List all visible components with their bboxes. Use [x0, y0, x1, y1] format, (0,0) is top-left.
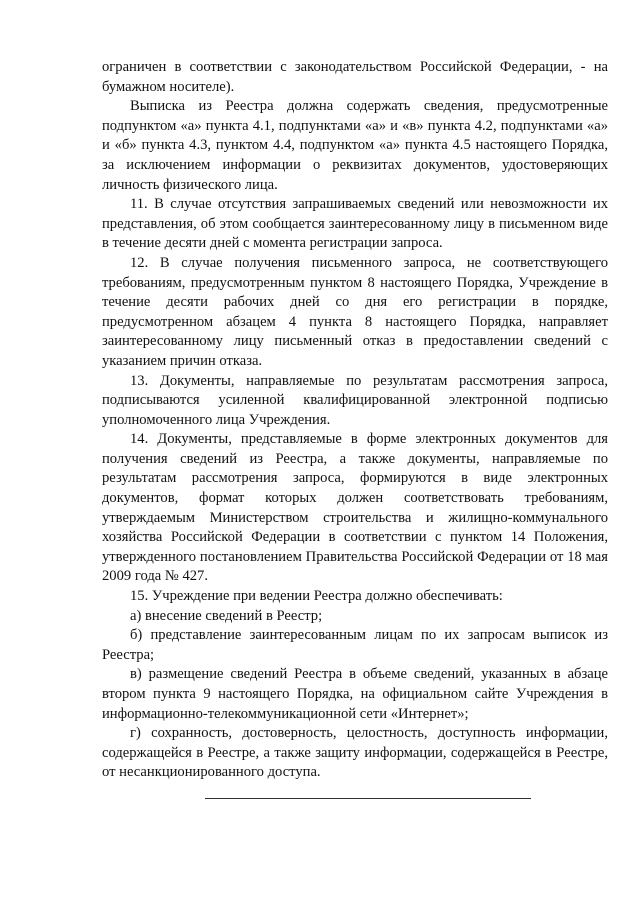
list-item-b: б) представление заинтересованным лицам по их запросам выписок из Реестра; [102, 627, 608, 663]
paragraph-13: 13. Документы, направляемые по результатам рассмотрения запроса, подписываются усиленной квалифицированной электронной подписью уполномоченного лица Учреждения. [102, 372, 608, 428]
paragraph-continuation: ограничен в соответствии с законодательством Российской Федерации, - на бумажном носителе). [102, 59, 608, 95]
list-item-g: г) сохранность, достоверность, целостность, доступность информации, содержащейся в Реестре, а также защиту информации, содержащейся в Реестре, от несанкционированного доступа. [102, 725, 608, 781]
list-item-v: в) размещение сведений Реестра в объеме сведений, указанных в абзаце втором пункта 9 настоящего Порядка, на официальном сайте Учреждения в информационно-телекоммуникационной сети «Интернет»; [102, 666, 608, 722]
paragraph-14: 14. Документы, представляемые в форме электронных документов для получения сведений из Реестра, а также документы, направляемые по результатам рассмотрения запроса, формируются в виде электронных документов, формат которых должен соответствовать требованиям, утверждаемым Министерством строительства и жилищно-коммунального хозяйства Российской Федерации в соответствии с пунктом 14 Положения, утвержденного постановлением Правительства Российской Федерации от 18 мая 2009 года № 427. [102, 431, 608, 585]
paragraph-11: 11. В случае отсутствия запрашиваемых сведений или невозможности их представления, об этом сообщается заинтересованному лицу в письменном виде в течение десяти дней с момента регистрации запроса. [102, 196, 608, 252]
list-item-a: а) внесение сведений в Реестр; [130, 607, 323, 624]
closing-divider-line [205, 798, 531, 799]
paragraph-12: 12. В случае получения письменного запроса, не соответствующего требованиям, предусмотренным пунктом 8 настоящего Порядка, Учреждение в течение десяти рабочих дней со дня его регистрации в порядке, предусмотренном абзацем 4 пункта 8 настоящего Порядка, направляет заинтересованному лицу письменный отказ в предоставлении сведений с указанием причин отказа. [102, 254, 608, 369]
document-body [102, 58, 608, 783]
paragraph-15: 15. Учреждение при ведении Реестра должно обеспечивать: [130, 588, 503, 605]
paragraph-extract-contents: Выписка из Реестра должна содержать сведения, предусмотренные подпунктом «а» пункта 4.1, подпунктами «а» и «в» пункта 4.2, подпунктами «а» и «б» пункта 4.3, пунктом 4.4, подпунктом «а» пункта 4.5 настоящего Порядка, за исключением информации о реквизитах документов, удостоверяющих личность физического лица. [102, 98, 608, 193]
